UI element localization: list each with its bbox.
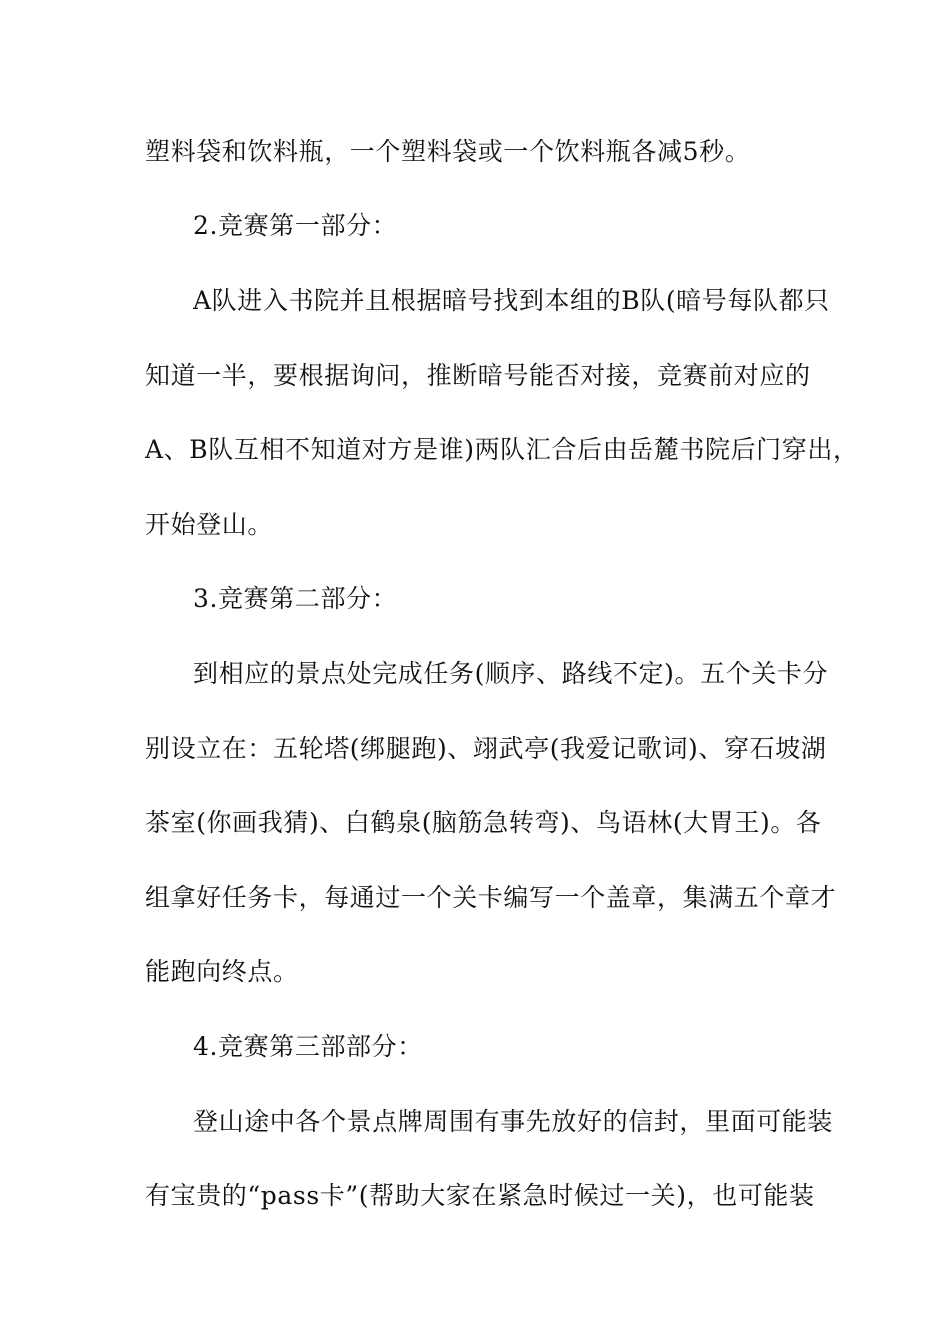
- paragraph-line: 开始登山。: [145, 510, 274, 539]
- paragraph-line: 茶室(你画我猜)、白鹤泉(脑筋急转弯)、鸟语林(大胃王)。各: [145, 808, 822, 837]
- section-heading-2: 2.竞赛第一部分：: [193, 211, 398, 240]
- paragraph-line: 登山途中各个景点牌周围有事先放好的信封，里面可能装: [193, 1107, 834, 1136]
- paragraph-line: 到相应的景点处完成任务(顺序、路线不定)。五个关卡分: [193, 659, 829, 688]
- paragraph-line: 能跑向终点。: [145, 957, 299, 986]
- paragraph-line: 别设立在：五轮塔(绑腿跑)、翊武亭(我爱记歌词)、穿石坡湖: [145, 734, 827, 763]
- paragraph-line: A队进入书院并且根据暗号找到本组的B队(暗号每队都只: [193, 286, 830, 315]
- paragraph-line: 知道一半，要根据询问，推断暗号能否对接，竞赛前对应的: [145, 361, 811, 390]
- paragraph-line: A、B队互相不知道对方是谁)两队汇合后由岳麓书院后门穿出，: [145, 435, 859, 464]
- paragraph-line: 组拿好任务卡，每通过一个关卡编写一个盖章，集满五个章才: [145, 883, 837, 912]
- section-heading-4: 4.竞赛第三部部分：: [193, 1032, 423, 1061]
- paragraph-line: 塑料袋和饮料瓶，一个塑料袋或一个饮料瓶各减5秒。: [145, 137, 751, 166]
- section-heading-3: 3.竞赛第二部分：: [193, 584, 398, 613]
- paragraph-line: 有宝贵的“pass卡”(帮助大家在紧急时候过一关)，也可能装: [145, 1181, 815, 1210]
